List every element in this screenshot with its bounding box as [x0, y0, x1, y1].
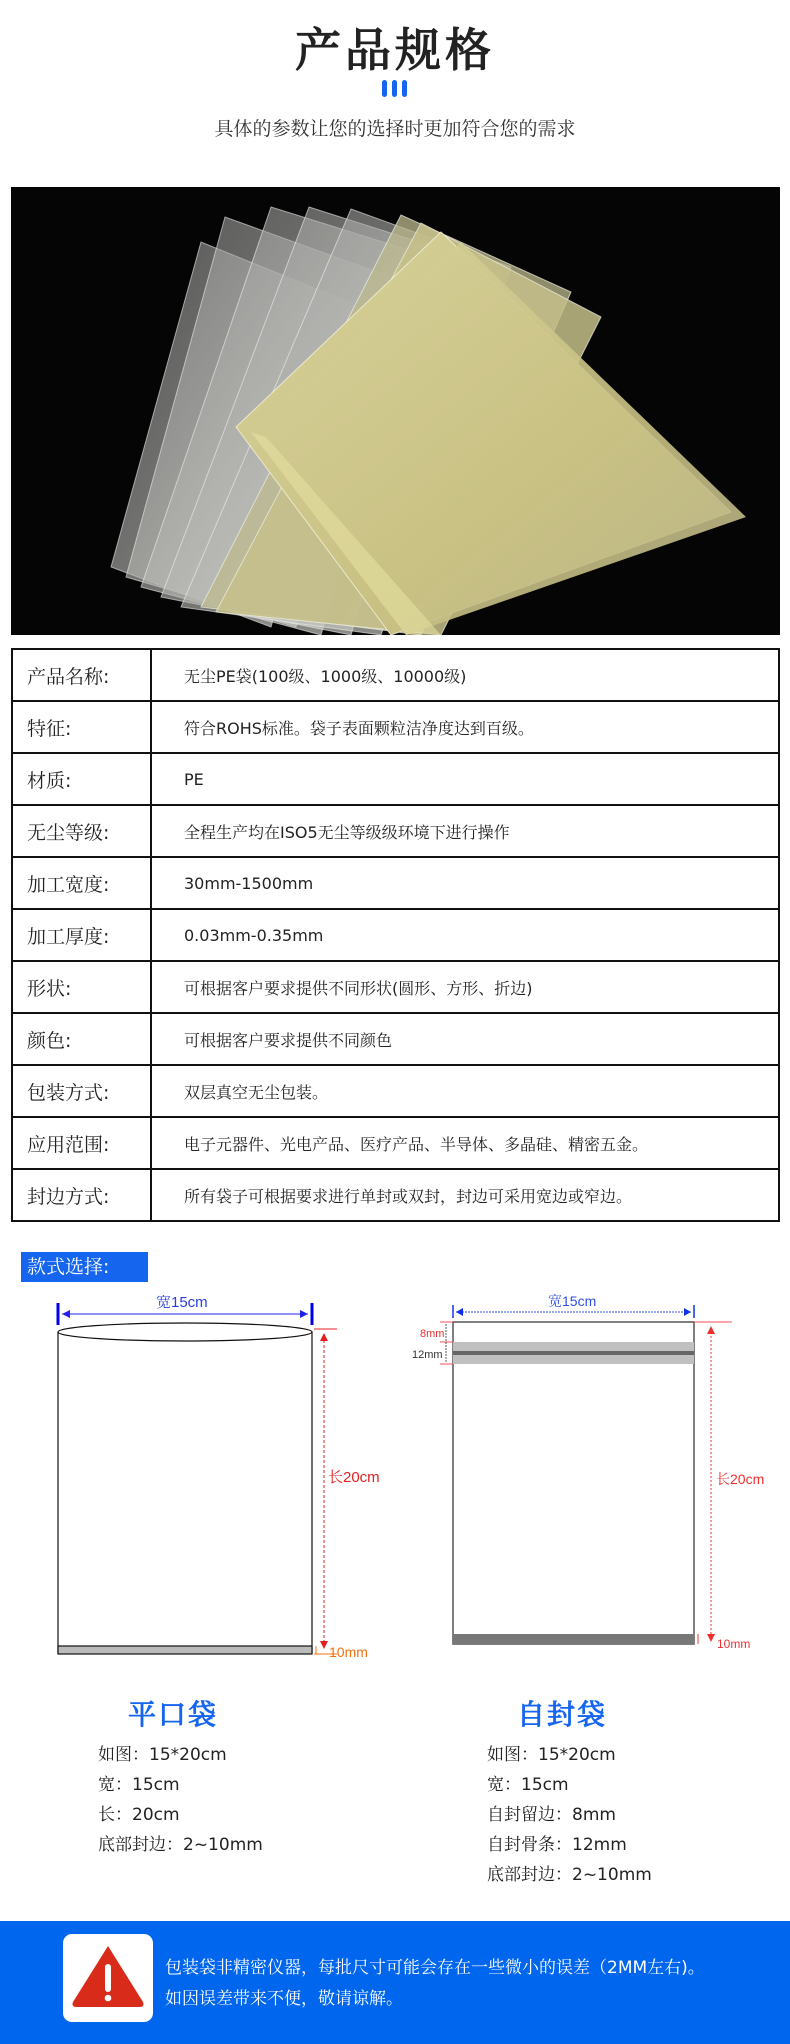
flat-bag-diagram — [40, 1295, 400, 1675]
table-row — [12, 961, 779, 1013]
seal-label: 10mm — [717, 1637, 751, 1651]
row-value: 30mm-1500mm — [151, 857, 779, 909]
table-row — [12, 1013, 779, 1065]
spec-line: 自封留边：8mm — [487, 1805, 616, 1825]
row-value: 可根据客户要求提供不同形状(圆形、方形、折边) — [151, 961, 779, 1013]
table-row — [12, 701, 779, 753]
row-value: 0.03mm-0.35mm — [151, 909, 779, 961]
product-photo — [11, 187, 780, 635]
row-label: 材质: — [12, 753, 151, 805]
table-row — [12, 805, 779, 857]
flat-bag-specs — [98, 1740, 263, 1860]
section-header — [0, 0, 790, 180]
row-value: 符合ROHS标准。袋子表面颗粒洁净度达到百级。 — [151, 701, 779, 753]
notice-message — [165, 1953, 705, 2015]
page-subtitle: 具体的参数让您的选择时更加符合您的需求 — [214, 118, 576, 140]
row-value: 电子元器件、光电产品、医疗产品、半导体、多晶硅、精密五金。 — [151, 1117, 779, 1169]
zip-bag-title: 自封袋 — [517, 1698, 608, 1731]
spec-line: 如图：15*20cm — [98, 1745, 227, 1765]
notice-line-1: 包装袋非精密仪器，每批尺寸可能会存在一些微小的误差（2MM左右)。 — [165, 1958, 705, 1978]
row-label: 加工厚度: — [12, 909, 151, 961]
row-label: 封边方式: — [12, 1169, 151, 1221]
width-label: 宽15cm — [156, 1295, 208, 1311]
spec-line: 底部封边：2~10mm — [487, 1865, 652, 1885]
row-label: 无尘等级: — [12, 805, 151, 857]
flat-bag-title: 平口袋 — [128, 1698, 219, 1731]
table-row — [12, 857, 779, 909]
row-label: 应用范围: — [12, 1117, 151, 1169]
length-label: 长20cm — [328, 1469, 380, 1486]
spec-line: 宽：15cm — [487, 1775, 569, 1795]
spec-line: 宽：15cm — [98, 1775, 180, 1795]
table-row — [12, 649, 779, 701]
row-label: 颜色: — [12, 1013, 151, 1065]
row-value: 可根据客户要求提供不同颜色 — [151, 1013, 779, 1065]
warning-triangle-icon — [63, 1934, 153, 2022]
row-label: 产品名称: — [12, 649, 151, 701]
row-value: 无尘PE袋(100级、1000级、10000级) — [151, 649, 779, 701]
table-row — [12, 1065, 779, 1117]
row-label: 特征: — [12, 701, 151, 753]
row-label: 加工宽度: — [12, 857, 151, 909]
spec-line: 底部封边：2~10mm — [98, 1835, 263, 1855]
row-label: 包装方式: — [12, 1065, 151, 1117]
row-value: 双层真空无尘包装。 — [151, 1065, 779, 1117]
zip-label: 12mm — [412, 1349, 443, 1361]
row-value: 全程生产均在ISO5无尘等级级环境下进行操作 — [151, 805, 779, 857]
notice-line-2: 如因误差带来不便，敬请谅解。 — [165, 1989, 403, 2009]
zip-bag-specs — [487, 1740, 652, 1890]
table-row — [12, 753, 779, 805]
lip-label: 8mm — [420, 1328, 445, 1340]
table-row — [12, 1117, 779, 1169]
row-value: 所有袋子可根据要求进行单封或双封，封边可采用宽边或窄边。 — [151, 1169, 779, 1221]
seal-label: 10mm — [329, 1644, 368, 1660]
spec-line: 如图：15*20cm — [487, 1745, 616, 1765]
length-label: 长20cm — [716, 1471, 765, 1487]
title-divider-icon — [382, 80, 407, 97]
spec-line: 自封骨条：12mm — [487, 1835, 627, 1855]
width-label: 宽15cm — [548, 1293, 597, 1309]
notice-banner — [0, 1921, 790, 2044]
table-row — [12, 909, 779, 961]
spec-line: 长：20cm — [98, 1805, 180, 1825]
pe-bags-illustration — [11, 187, 780, 635]
warning-icon-box — [63, 1934, 153, 2022]
row-label: 形状: — [12, 961, 151, 1013]
spec-table — [11, 648, 780, 1222]
zip-bag-diagram — [400, 1290, 790, 1670]
row-value: PE — [151, 753, 779, 805]
style-selection-tag: 款式选择: — [21, 1252, 148, 1282]
page-title: 产品规格 — [295, 23, 495, 77]
table-row — [12, 1169, 779, 1221]
